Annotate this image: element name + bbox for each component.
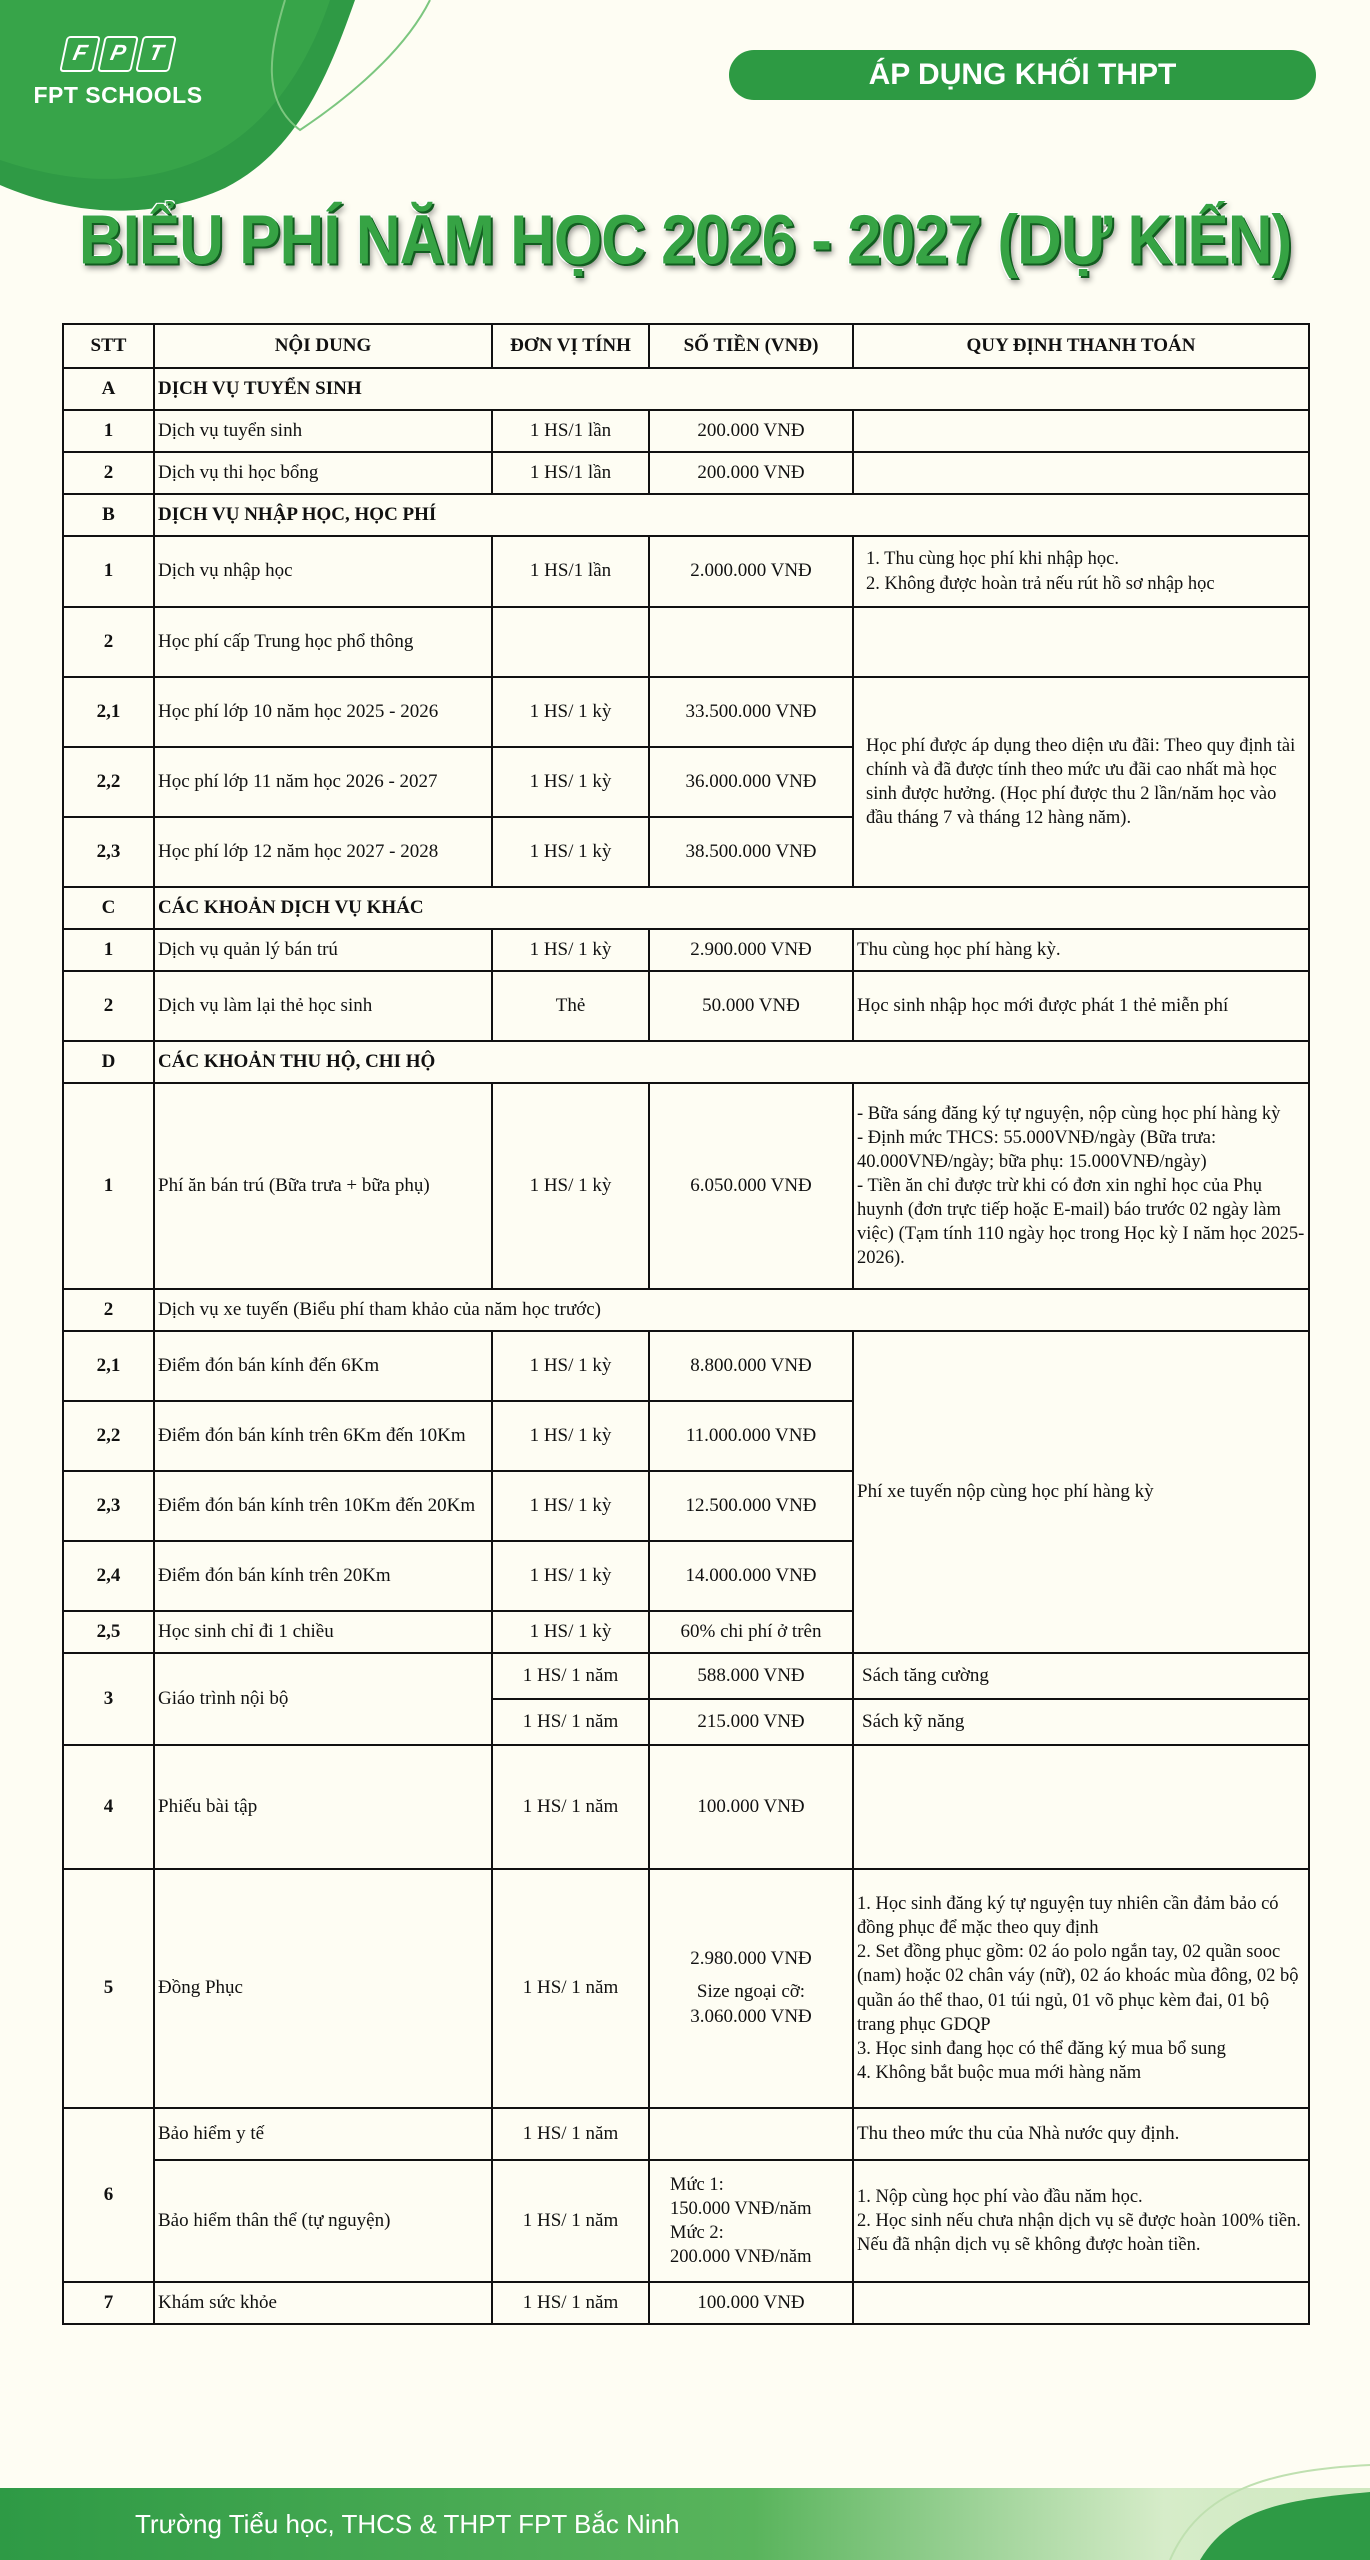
note-cell (853, 1869, 1309, 2108)
amount-line: Mức 1: (670, 2174, 724, 2195)
content-cell: Điểm đón bán kính trên 10Km đến 20Km (154, 1471, 492, 1541)
amount-cell: 215.000 VNĐ (649, 1699, 853, 1745)
content-cell: Phí ăn bán trú (Bữa trưa + bữa phụ) (154, 1083, 492, 1289)
content-cell: Bảo hiểm y tế (154, 2108, 492, 2160)
note-line: - Tiền ăn chỉ được trừ khi có đơn xin nghỉ học của Phụ huynh (đơn trực tiếp hoặc E-mail) báo trước 02 ngày làm việc) (Tạm tính 110 ngày học trong Học kỳ I năm học 2025-2026). (857, 1175, 1305, 1269)
note-cell (853, 1083, 1309, 1289)
table-row (63, 1745, 1309, 1869)
amount-cell: 60% chi phí ở trên (649, 1611, 853, 1653)
stt-cell: 4 (63, 1745, 154, 1869)
content-cell: Dịch vụ nhập học (154, 536, 492, 607)
unit-cell (492, 607, 649, 677)
amount-cell: 11.000.000 VNĐ (649, 1401, 853, 1471)
table-row (63, 2160, 1309, 2282)
unit-cell: 1 HS/1 lần (492, 536, 649, 607)
content-cell: Học sinh chỉ đi 1 chiều (154, 1611, 492, 1653)
note-line: 1. Học sinh đăng ký tự nguyện tuy nhiên cần đảm bảo có đồng phục để mặc theo quy định (857, 1894, 1279, 1939)
section-title: CÁC KHOẢN THU HỘ, CHI HỘ (154, 1041, 1309, 1083)
note-line: 2. Học sinh nếu chưa nhận dịch vụ sẽ được hoàn 100% tiền. Nếu đã nhận dịch vụ sẽ không được hoàn tiền. (857, 2210, 1301, 2256)
note-line: 2. Không được hoàn trả nếu rút hồ sơ nhập học (866, 573, 1215, 594)
table-row (63, 410, 1309, 452)
section-row-c (63, 887, 1309, 929)
school-name: Trường Tiểu học, THCS & THPT FPT Bắc Ninh (135, 2509, 680, 2539)
note-cell: Sách tăng cường (853, 1653, 1309, 1699)
grade-level-badge: ÁP DỤNG KHỐI THPT (729, 50, 1316, 100)
amount-cell (649, 2160, 853, 2282)
stt-cell: 2 (63, 1289, 154, 1331)
note-line: 1. Thu cùng học phí khi nhập học. (866, 549, 1119, 570)
unit-cell: 1 HS/ 1 kỳ (492, 1611, 649, 1653)
section-title: DỊCH VỤ NHẬP HỌC, HỌC PHÍ (154, 494, 1309, 536)
content-cell: Học phí lớp 12 năm học 2027 - 2028 (154, 817, 492, 887)
stt-cell: A (63, 368, 154, 410)
stt-cell: C (63, 887, 154, 929)
section-title: CÁC KHOẢN DỊCH VỤ KHÁC (154, 887, 1309, 929)
header-stt: STT (63, 324, 154, 368)
table-row (63, 1653, 1309, 1699)
stt-cell: B (63, 494, 154, 536)
stt-cell: 6 (63, 2108, 154, 2282)
amount-cell: 200.000 VNĐ (649, 410, 853, 452)
table-row (63, 452, 1309, 494)
table-row (63, 1331, 1309, 1401)
unit-cell: 1 HS/ 1 năm (492, 2108, 649, 2160)
unit-cell: 1 HS/ 1 kỳ (492, 817, 649, 887)
unit-cell: 1 HS/ 1 kỳ (492, 929, 649, 971)
amount-cell (649, 607, 853, 677)
stt-cell: 2,1 (63, 677, 154, 747)
unit-cell: 1 HS/ 1 kỳ (492, 677, 649, 747)
logo-letter-t: T (135, 36, 177, 72)
table-row (63, 536, 1309, 607)
table-row (63, 1869, 1309, 2108)
note-line: 2. Set đồng phục gồm: 02 áo polo ngắn tay, 02 quần sooc (nam) hoặc 02 chân váy (nữ), 02 áo khoác mùa đông, 02 bộ quần áo thể thao, 01 túi ngủ, 01 võ phục kèm đai, 01 bộ trang phục GDQP (857, 1942, 1299, 2035)
section-title: DỊCH VỤ TUYỂN SINH (154, 368, 1309, 410)
unit-cell: 1 HS/ 1 kỳ (492, 1083, 649, 1289)
stt-cell: 2,2 (63, 1401, 154, 1471)
amount-main: 2.980.000 VNĐ (690, 1948, 812, 1970)
content-cell: Dịch vụ xe tuyến (Biểu phí tham khảo của năm học trước) (154, 1289, 1309, 1331)
corner-decoration (0, 0, 440, 230)
note-line: - Bữa sáng đăng ký tự nguyện, nộp cùng học phí hàng kỳ (857, 1103, 1281, 1124)
section-row-b (63, 494, 1309, 536)
note-cell: Thu theo mức thu của Nhà nước quy định. (853, 2108, 1309, 2160)
amount-cell: 38.500.000 VNĐ (649, 817, 853, 887)
amount-cell (649, 2108, 853, 2160)
note-cell: Sách kỹ năng (853, 1699, 1309, 1745)
table-row (63, 1289, 1309, 1331)
fee-table (62, 323, 1310, 2325)
note-cell (853, 607, 1309, 677)
amount-line: 200.000 VNĐ/năm (670, 2247, 812, 2268)
note-cell: Học sinh nhập học mới được phát 1 thẻ miễn phí (853, 971, 1309, 1041)
fpt-schools-logo (28, 36, 208, 109)
stt-cell: 1 (63, 536, 154, 607)
content-cell: Học phí lớp 10 năm học 2025 - 2026 (154, 677, 492, 747)
stt-cell: 2,3 (63, 1471, 154, 1541)
table-row (63, 929, 1309, 971)
amount-cell: 36.000.000 VNĐ (649, 747, 853, 817)
unit-cell: 1 HS/ 1 năm (492, 1699, 649, 1745)
unit-cell: 1 HS/1 lần (492, 410, 649, 452)
unit-cell: 1 HS/ 1 kỳ (492, 1541, 649, 1611)
note-line: 3. Học sinh đang học có thể đăng ký mua bổ sung (857, 2038, 1226, 2059)
unit-cell: 1 HS/ 1 năm (492, 1653, 649, 1699)
content-cell: Bảo hiểm thân thể (tự nguyện) (154, 2160, 492, 2282)
stt-cell: 2 (63, 971, 154, 1041)
stt-cell: 2 (63, 452, 154, 494)
page-title: BIỂU PHÍ NĂM HỌC 2026 - 2027 (DỰ KIẾN) (78, 201, 1292, 280)
amount-cell: 2.900.000 VNĐ (649, 929, 853, 971)
logo-text: FPT SCHOOLS (33, 82, 203, 108)
amount-cell: 6.050.000 VNĐ (649, 1083, 853, 1289)
content-cell: Khám sức khỏe (154, 2282, 492, 2324)
bus-note-cell: Phí xe tuyến nộp cùng học phí hàng kỳ (853, 1331, 1309, 1653)
amount-cell: 33.500.000 VNĐ (649, 677, 853, 747)
amount-cell: 2.000.000 VNĐ (649, 536, 853, 607)
amount-cell (649, 1869, 853, 2108)
note-cell (853, 536, 1309, 607)
amount-line: 150.000 VNĐ/năm (670, 2198, 812, 2219)
unit-cell: 1 HS/1 lần (492, 452, 649, 494)
tuition-note-cell: Học phí được áp dụng theo diện ưu đãi: Theo quy định tài chính và đã được tính theo mức ưu đãi cao nhất mà học sinh được hưởng. (Học phí được thu 2 lần/năm học vào đầu tháng 7 và tháng 12 hàng năm). (853, 677, 1309, 887)
amount-cell: 200.000 VNĐ (649, 452, 853, 494)
header-payment-rule: QUY ĐỊNH THANH TOÁN (853, 324, 1309, 368)
header-unit: ĐƠN VỊ TÍNH (492, 324, 649, 368)
stt-cell: 2,5 (63, 1611, 154, 1653)
stt-cell: 5 (63, 1869, 154, 2108)
stt-cell: 2,2 (63, 747, 154, 817)
section-row-a (63, 368, 1309, 410)
table-row (63, 2282, 1309, 2324)
unit-cell: 1 HS/ 1 năm (492, 2282, 649, 2324)
content-cell: Dịch vụ làm lại thẻ học sinh (154, 971, 492, 1041)
unit-cell: 1 HS/ 1 kỳ (492, 747, 649, 817)
content-cell: Dịch vụ quản lý bán trú (154, 929, 492, 971)
amount-cell: 588.000 VNĐ (649, 1653, 853, 1699)
content-cell: Điểm đón bán kính trên 20Km (154, 1541, 492, 1611)
logo-letter-f: F (59, 36, 101, 72)
amount-cell: 14.000.000 VNĐ (649, 1541, 853, 1611)
header-amount: SỐ TIỀN (VNĐ) (649, 324, 853, 368)
stt-cell: 1 (63, 1083, 154, 1289)
amount-line: Mức 2: (670, 2223, 724, 2243)
table-row (63, 2108, 1309, 2160)
content-cell: Học phí lớp 11 năm học 2026 - 2027 (154, 747, 492, 817)
stt-cell: 7 (63, 2282, 154, 2324)
note-cell (853, 1745, 1309, 1869)
stt-cell: 2 (63, 607, 154, 677)
amount-cell: 100.000 VNĐ (649, 1745, 853, 1869)
stt-cell: 3 (63, 1653, 154, 1745)
note-line: 1. Nộp cùng học phí vào đầu năm học. (857, 2186, 1143, 2207)
amount-cell: 8.800.000 VNĐ (649, 1331, 853, 1401)
stt-cell: 2,4 (63, 1541, 154, 1611)
unit-cell: 1 HS/ 1 kỳ (492, 1401, 649, 1471)
note-cell (853, 410, 1309, 452)
content-cell: Điểm đón bán kính đến 6Km (154, 1331, 492, 1401)
unit-cell: 1 HS/ 1 năm (492, 2160, 649, 2282)
content-cell: Dịch vụ tuyển sinh (154, 410, 492, 452)
note-line: 4. Không bắt buộc mua mới hàng năm (857, 2062, 1142, 2083)
content-cell: Đồng Phục (154, 1869, 492, 2108)
table-header-row (63, 324, 1309, 368)
footer-decoration (1160, 2430, 1370, 2560)
content-cell: Phiếu bài tập (154, 1745, 492, 1869)
unit-cell: 1 HS/ 1 năm (492, 1745, 649, 1869)
note-cell (853, 2282, 1309, 2324)
logo-letter-p: P (97, 36, 139, 72)
unit-cell: 1 HS/ 1 năm (492, 1869, 649, 2108)
unit-cell: 1 HS/ 1 kỳ (492, 1471, 649, 1541)
content-cell: Học phí cấp Trung học phổ thông (154, 607, 492, 677)
content-cell: Điểm đón bán kính trên 6Km đến 10Km (154, 1401, 492, 1471)
stt-cell: D (63, 1041, 154, 1083)
note-cell (853, 2160, 1309, 2282)
table-row (63, 677, 1309, 747)
amount-cell: 50.000 VNĐ (649, 971, 853, 1041)
content-cell: Dịch vụ thi học bổng (154, 452, 492, 494)
table-row (63, 1083, 1309, 1289)
amount-cell: 12.500.000 VNĐ (649, 1471, 853, 1541)
note-cell: Thu cùng học phí hàng kỳ. (853, 929, 1309, 971)
unit-cell: 1 HS/ 1 kỳ (492, 1331, 649, 1401)
stt-cell: 1 (63, 929, 154, 971)
stt-cell: 2,1 (63, 1331, 154, 1401)
stt-cell: 2,3 (63, 817, 154, 887)
section-row-d (63, 1041, 1309, 1083)
content-cell: Giáo trình nội bộ (154, 1653, 492, 1745)
unit-cell: Thẻ (492, 971, 649, 1041)
table-row (63, 971, 1309, 1041)
amount-cell: 100.000 VNĐ (649, 2282, 853, 2324)
note-cell (853, 452, 1309, 494)
table-row (63, 607, 1309, 677)
header-content: NỘI DUNG (154, 324, 492, 368)
amount-oversize: Size ngoại cỡ: 3.060.000 VNĐ (690, 1981, 812, 2027)
note-line: - Định mức THCS: 55.000VNĐ/ngày (Bữa trưa: 40.000VNĐ/ngày; bữa phụ: 15.000VNĐ/ngày) (857, 1127, 1217, 1172)
stt-cell: 1 (63, 410, 154, 452)
